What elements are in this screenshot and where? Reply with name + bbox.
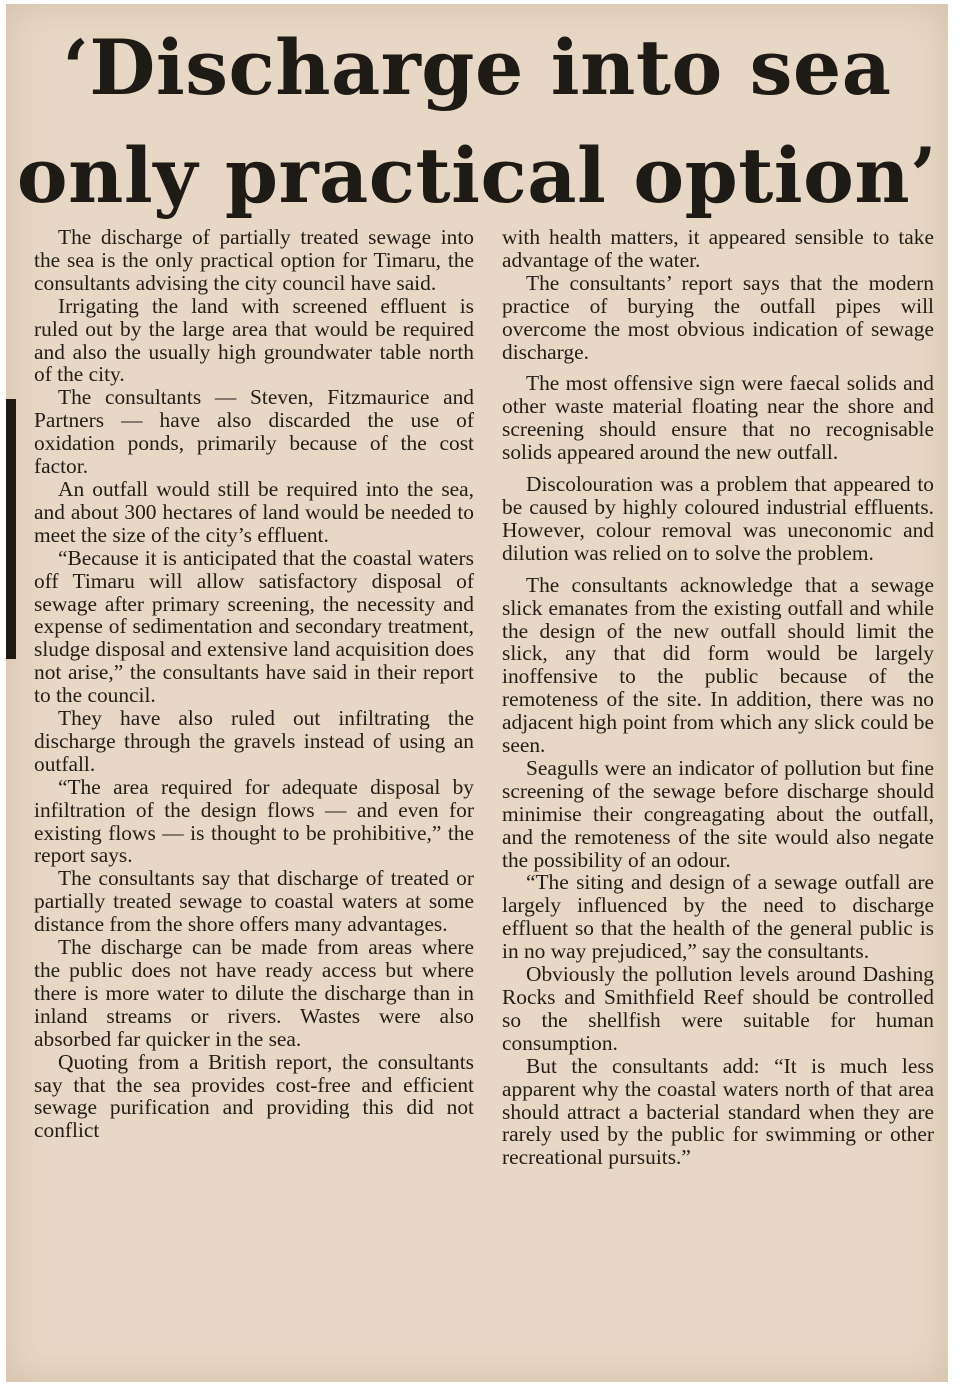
paragraph: Discolouration was a problem that appeared to be caused by highly coloured industrial effluents. However, colour removal was uneconomic and dilution was relied on to solve the problem.: [502, 472, 934, 565]
paragraph: “The area required for adequate disposal by infiltration of the design flows — and even for existing flows — is thought to be prohibitive,” the report says.: [34, 774, 474, 868]
left-column: [34, 226, 474, 1376]
paragraph: Irrigating the land with screened effluent is ruled out by the large area that would be required and also the usually high groundwater table north of the city.: [34, 293, 474, 387]
paragraph: The discharge can be made from areas where the public does not have ready access but where there is more water to dilute the discharge than in inland streams or rivers. Wastes were also absorbed far quicker in the sea.: [34, 935, 474, 1051]
paragraph: with health matters, it appeared sensible to take advantage of the water.: [502, 226, 934, 272]
headline-line-1: ‘Discharge into sea: [62, 23, 892, 112]
right-column: [502, 226, 934, 1376]
paragraph: An outfall would still be required into the sea, and about 300 hectares of land would be needed to meet the size of the city’s effluent.: [34, 476, 474, 547]
paragraph: The most offensive sign were faecal solids and other waste material floating near the shore and screening should ensure that no recognisable solids appeared around the new outfall.: [502, 371, 934, 465]
paragraph: The consultants acknowledge that a sewage slick emanates from the existing outfall and while the design of the new outfall should limit the slick, any that did form would be largely inoffensive to the public because of the remoteness of the site. In addition, there was no adjacent high point from which any slick could be seen.: [502, 572, 934, 758]
paragraph: The consultants say that discharge of treated or partially treated sewage to coastal waters at some distance from the shore offers many advantages.: [34, 866, 474, 937]
paragraph: The consultants’ report says that the modern practice of burying the outfall pipes will overcome the most obvious indication of sewage discharge.: [502, 270, 934, 364]
paragraph: Quoting from a British report, the consultants say that the sea provides cost-free and efficient sewage purification and providing this did not conflict: [34, 1049, 474, 1143]
newspaper-clipping: [6, 4, 948, 1382]
headline-line-2: only practical option’: [16, 131, 938, 220]
paragraph: “The siting and design of a sewage outfall are largely influenced by the need to discharge effluent so that the health of the general public is in no way prejudiced,” say the consultants.: [502, 870, 934, 964]
paragraph: The discharge of partially treated sewage into the sea is the only practical option for Timaru, the consultants advising the city council have said.: [34, 226, 474, 295]
paragraph: The consultants — Steven, Fitzmaurice and Partners — have also discarded the use of oxidation ponds, primarily because of the cost factor.: [34, 385, 474, 479]
paragraph: But the consultants add: “It is much less apparent why the coastal waters north of that area should attract a bacterial standard when they are rarely used by the public for swimming or other recreational pursuits.”: [502, 1053, 934, 1170]
paragraph: Seagulls were an indicator of pollution but fine screening of the sewage before discharge should minimise their congreagating about the outfall, and the remoteness of the site would also negate the possibility of an odour.: [502, 755, 934, 872]
headline: [6, 14, 948, 230]
paragraph: “Because it is anticipated that the coastal waters off Timaru will allow satisfactory disposal of sewage after primary screening, the necessity and expense of sedimentation and secondary treatment, sludge disposal and extensive land acquisition does not arise,” the consultants have said in their report to the council.: [34, 545, 474, 708]
scan-edge-mark: [6, 399, 16, 659]
paragraph: Obviously the pollution levels around Dashing Rocks and Smithfield Reef should be controlled so the shellfish were suitable for human consumption.: [502, 962, 934, 1055]
paragraph: They have also ruled out infiltrating the discharge through the gravels instead of using an outfall.: [34, 706, 474, 776]
